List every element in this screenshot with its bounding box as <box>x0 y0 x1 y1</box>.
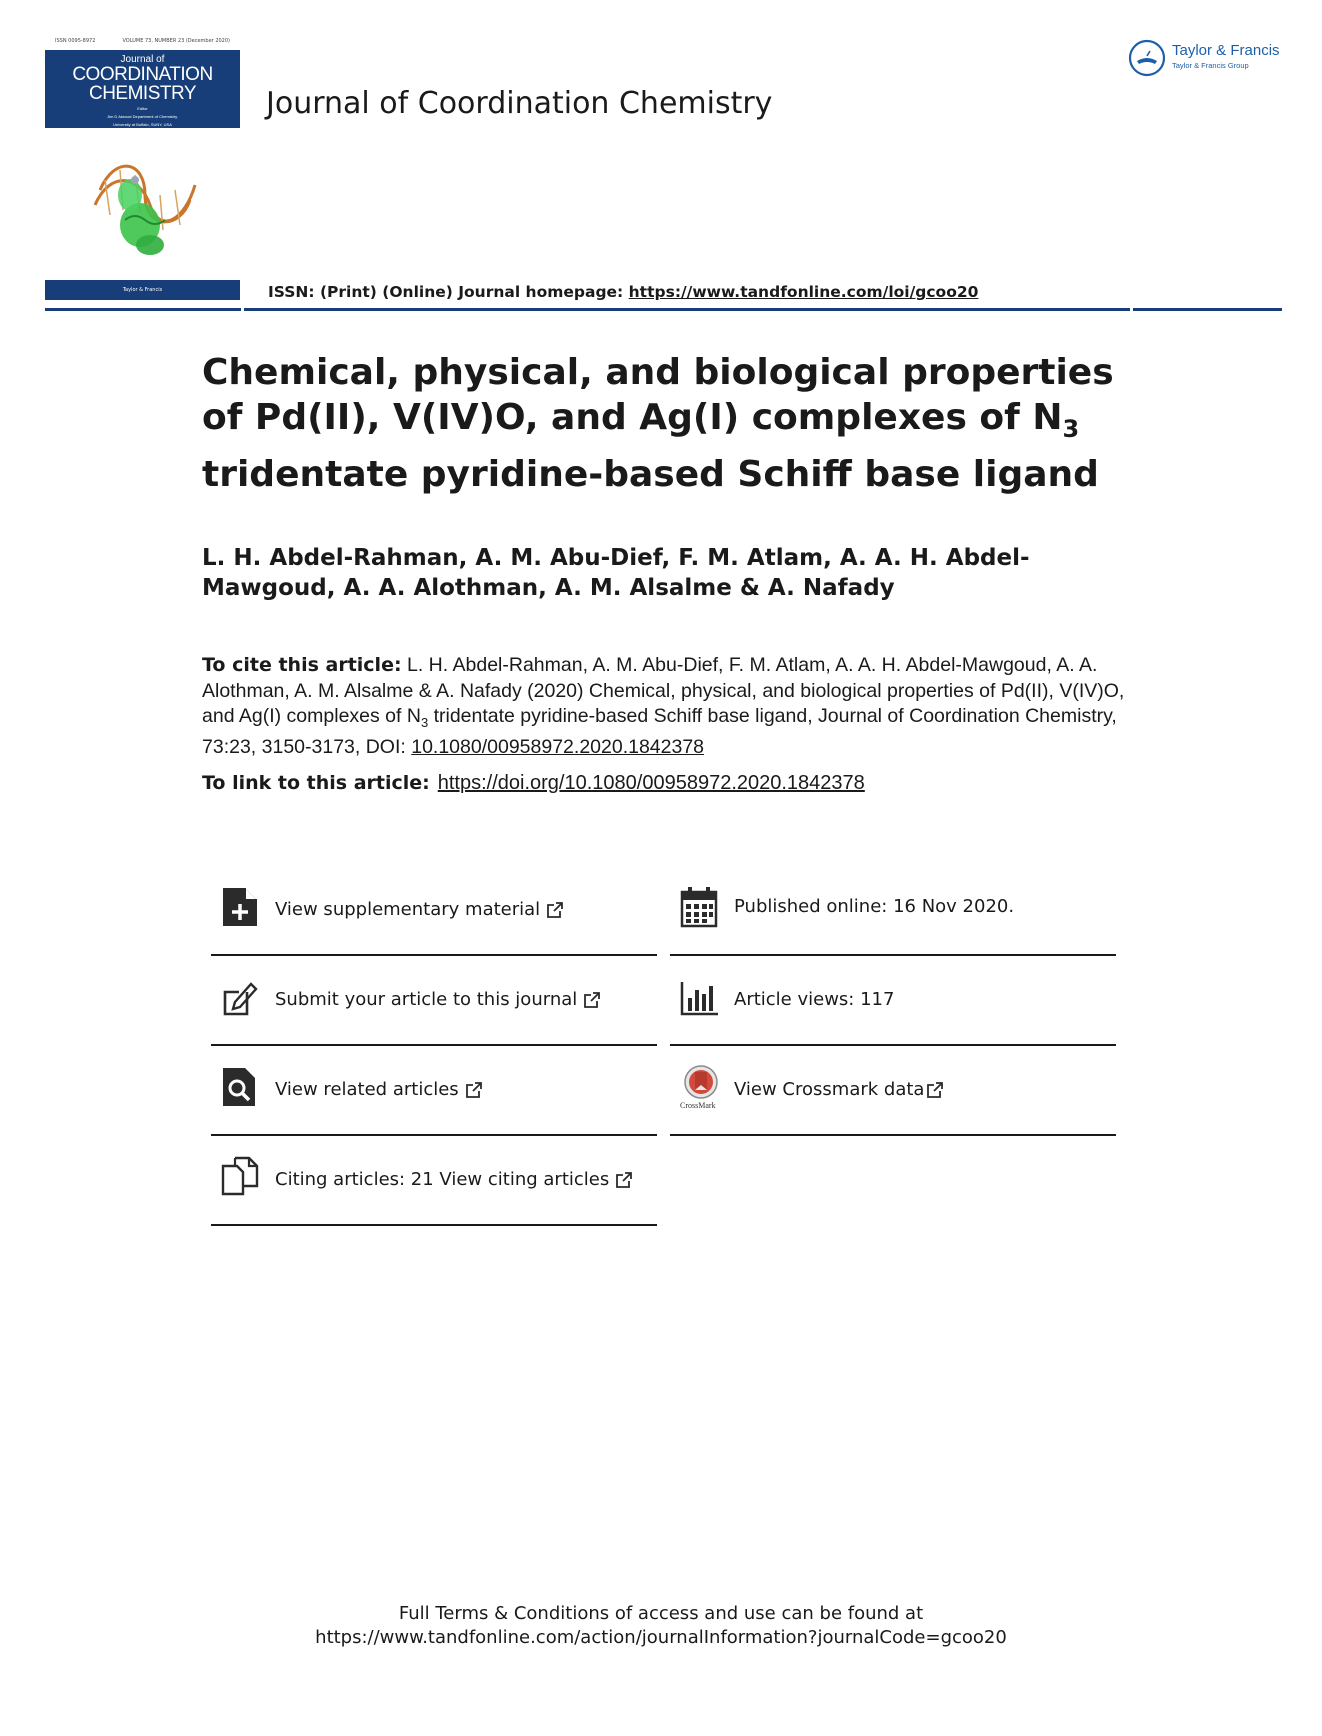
journal-cover <box>45 38 240 300</box>
citing-label[interactable] <box>275 1169 633 1190</box>
crossmark-icon <box>680 1064 724 1102</box>
cover-issn: ISSN 0095-8972 <box>55 38 96 44</box>
citation-block <box>202 653 1132 761</box>
cover-name-line2: CHEMISTRY <box>88 83 197 104</box>
submit-text[interactable]: Submit your article to this journal <box>275 989 578 1010</box>
publisher-lamp-icon <box>1128 39 1166 77</box>
cell-divider <box>211 1224 657 1226</box>
title-subscript: 3 <box>1062 415 1080 444</box>
crossmark-logo <box>680 1064 724 1112</box>
crossmark-logo-text: CrossMark <box>680 1101 716 1110</box>
supplementary-label[interactable] <box>275 899 564 920</box>
rule-gap <box>241 308 244 311</box>
article-link-line <box>202 772 865 795</box>
published-cell <box>670 866 1116 956</box>
cover-editor-line1: Editor <box>137 106 148 111</box>
citation-text-part2: tridentate pyridine-based Schiff base ligand, Journal of Coordination Chemistry, 73:23, 3150-3173, DOI: <box>202 705 1117 759</box>
cover-publisher: Taylor & Francis <box>122 287 163 293</box>
article-title <box>202 350 1142 497</box>
footer-line1: Full Terms & Conditions of access and use can be found at <box>398 1603 924 1624</box>
search-document-icon <box>221 1066 259 1108</box>
cover-publisher-band <box>45 280 240 300</box>
citing-cell[interactable] <box>211 1136 657 1226</box>
publisher-name: Taylor & Francis <box>1172 42 1280 59</box>
issn-line <box>268 283 978 301</box>
edit-icon <box>221 976 259 1018</box>
external-link-icon <box>546 901 564 919</box>
cover-editor-line2: Jim D Atwood Department of Chemistry, <box>107 114 178 119</box>
calendar-icon <box>680 886 718 928</box>
related-cell[interactable] <box>211 1046 657 1136</box>
molecule-illustration <box>85 150 205 260</box>
cover-journal-of: Journal of <box>120 54 165 65</box>
related-label[interactable] <box>275 1079 483 1100</box>
published-date: Published online: 16 Nov 2020. <box>734 896 1015 917</box>
supplementary-text[interactable]: View supplementary material <box>275 899 541 920</box>
cover-top-line <box>45 38 240 48</box>
bar-chart-icon <box>680 976 718 1018</box>
terms-footer <box>0 1602 1322 1650</box>
publisher-group: Taylor & Francis Group <box>1172 61 1249 70</box>
footer-terms-url[interactable]: https://www.tandfonline.com/action/journalInformation?journalCode=gcoo20 <box>315 1627 1007 1648</box>
crossmark-text[interactable]: View Crossmark data <box>734 1079 925 1100</box>
cover-name-line1: COORDINATION <box>72 64 213 85</box>
cover-title-band <box>45 50 240 128</box>
supplementary-cell[interactable] <box>211 866 657 956</box>
article-authors: L. H. Abdel-Rahman, A. M. Abu-Dief, F. M. Atlam, A. A. H. Abdel-Mawgoud, A. A. Alothman, A. M. Alsalme & A. Nafady <box>202 545 1030 601</box>
file-plus-icon <box>221 886 259 928</box>
submit-cell[interactable] <box>211 956 657 1046</box>
journal-homepage-link[interactable]: https://www.tandfonline.com/loi/gcoo20 <box>628 283 979 301</box>
header-rule <box>45 308 1282 311</box>
issn-text: ISSN: (Print) (Online) Journal homepage: <box>268 283 629 301</box>
citation-doi-link[interactable]: 10.1080/00958972.2020.1842378 <box>411 736 705 759</box>
citing-text[interactable]: Citing articles: 21 View citing articles <box>275 1169 610 1190</box>
related-text[interactable]: View related articles <box>275 1079 459 1100</box>
title-part2: tridentate pyridine-based Schiff base ligand <box>202 454 1099 496</box>
cell-divider <box>670 1134 1116 1136</box>
link-label: To link to this article: <box>202 772 430 794</box>
submit-label[interactable] <box>275 989 601 1010</box>
publisher-logo <box>1128 38 1288 78</box>
external-link-icon <box>583 991 601 1009</box>
external-link-icon <box>926 1081 944 1099</box>
views-cell <box>670 956 1116 1046</box>
cover-editor-line3: University at Buffalo, SUNY, USA <box>113 122 172 127</box>
cover-volume: VOLUME 73, NUMBER 23 (December 2020) <box>122 38 230 44</box>
journal-title: Journal of Coordination Chemistry <box>266 86 773 121</box>
crossmark-cell[interactable] <box>670 1046 1116 1136</box>
copy-documents-icon <box>221 1156 259 1198</box>
external-link-icon <box>465 1081 483 1099</box>
title-part1: Chemical, physical, and biological properties of Pd(II), V(IV)O, and Ag(I) complexes of N <box>202 352 1114 438</box>
article-doi-link[interactable]: https://doi.org/10.1080/00958972.2020.1842378 <box>437 772 865 794</box>
citation-label: To cite this article: <box>202 654 402 676</box>
external-link-icon <box>615 1171 633 1189</box>
crossmark-label[interactable] <box>734 1079 944 1100</box>
citation-subscript: 3 <box>420 714 429 730</box>
rule-gap <box>1130 308 1133 311</box>
article-views: Article views: 117 <box>734 989 895 1010</box>
citation-text-part1: L. H. Abdel-Rahman, A. M. Abu-Dief, F. M. Atlam, A. A. H. Abdel-Mawgoud, A. A. Alothman, A. M. Alsalme & A. Nafady (2020) Chemical, physical, and biological properties of Pd(II), V(IV)O, and Ag(I) complexes of N <box>202 654 1125 727</box>
